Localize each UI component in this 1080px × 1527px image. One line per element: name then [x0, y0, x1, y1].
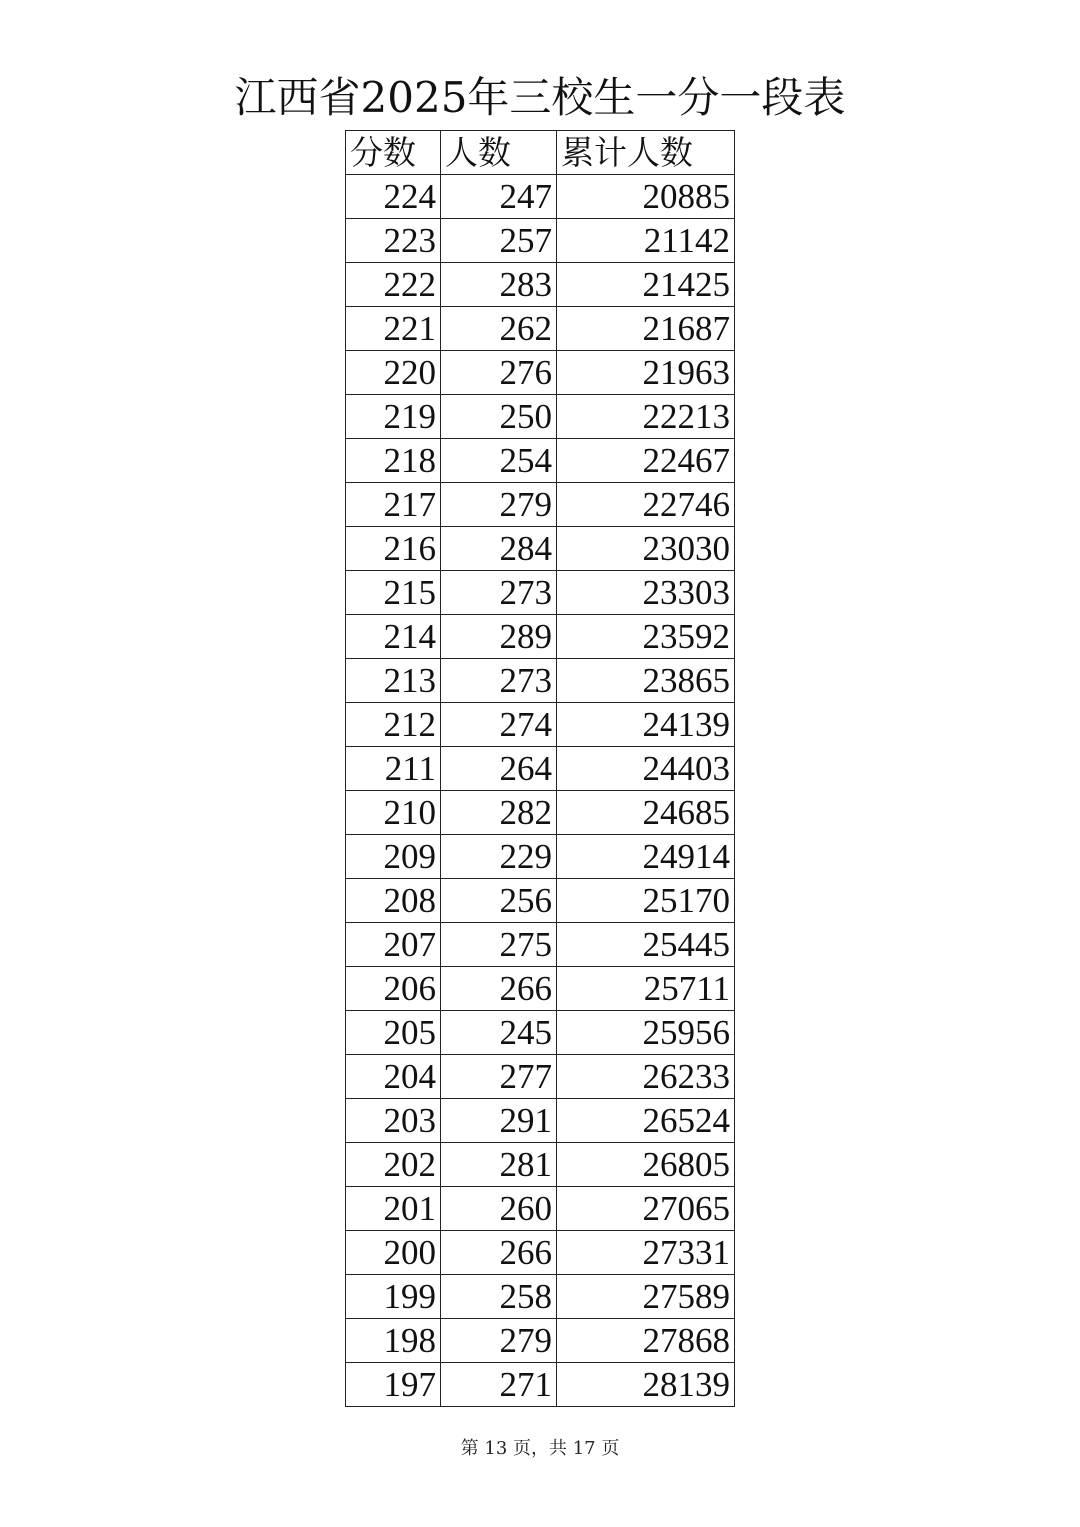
score-distribution-table: [345, 130, 735, 1407]
table-row: [346, 483, 735, 527]
cell-cumulative: 22746: [557, 483, 735, 527]
cell-score: 214: [346, 615, 441, 659]
cell-cumulative: 21142: [557, 219, 735, 263]
cell-cumulative: 27589: [557, 1275, 735, 1319]
cell-count: 245: [441, 1011, 557, 1055]
cell-cumulative: 20885: [557, 175, 735, 219]
cell-cumulative: 22213: [557, 395, 735, 439]
cell-cumulative: 21425: [557, 263, 735, 307]
table-body: [346, 175, 735, 1407]
table-row: [346, 1187, 735, 1231]
cell-cumulative: 23030: [557, 527, 735, 571]
cell-count: 277: [441, 1055, 557, 1099]
cell-count: 281: [441, 1143, 557, 1187]
table-row: [346, 1143, 735, 1187]
cell-count: 273: [441, 659, 557, 703]
cell-cumulative: 26524: [557, 1099, 735, 1143]
cell-cumulative: 25956: [557, 1011, 735, 1055]
document-title: 江西省2025年三校生一分一段表: [234, 73, 846, 122]
cell-score: 205: [346, 1011, 441, 1055]
table-row: [346, 791, 735, 835]
cell-cumulative: 27065: [557, 1187, 735, 1231]
cell-count: 275: [441, 923, 557, 967]
cell-cumulative: 23592: [557, 615, 735, 659]
cell-count: 291: [441, 1099, 557, 1143]
cell-count: 284: [441, 527, 557, 571]
cell-score: 208: [346, 879, 441, 923]
table-row: [346, 571, 735, 615]
cell-score: 197: [346, 1363, 441, 1407]
cell-count: 258: [441, 1275, 557, 1319]
cell-cumulative: 25711: [557, 967, 735, 1011]
table-row: [346, 1319, 735, 1363]
cell-cumulative: 27331: [557, 1231, 735, 1275]
cell-score: 223: [346, 219, 441, 263]
table-row: [346, 615, 735, 659]
cell-count: 289: [441, 615, 557, 659]
cell-count: 274: [441, 703, 557, 747]
cell-score: 203: [346, 1099, 441, 1143]
table-row: [346, 439, 735, 483]
table-row: [346, 1055, 735, 1099]
cell-score: 222: [346, 263, 441, 307]
cell-score: 212: [346, 703, 441, 747]
cell-count: 266: [441, 967, 557, 1011]
cell-count: 282: [441, 791, 557, 835]
cell-cumulative: 24914: [557, 835, 735, 879]
header-cumulative: 累计人数: [557, 131, 735, 175]
cell-score: 198: [346, 1319, 441, 1363]
cell-cumulative: 21687: [557, 307, 735, 351]
cell-count: 266: [441, 1231, 557, 1275]
cell-cumulative: 24403: [557, 747, 735, 791]
cell-count: 250: [441, 395, 557, 439]
table-row: [346, 923, 735, 967]
header-count: 人数: [441, 131, 557, 175]
cell-count: 262: [441, 307, 557, 351]
table-row: [346, 1099, 735, 1143]
cell-score: 224: [346, 175, 441, 219]
cell-count: 254: [441, 439, 557, 483]
cell-score: 210: [346, 791, 441, 835]
cell-cumulative: 24139: [557, 703, 735, 747]
cell-count: 273: [441, 571, 557, 615]
table-row: [346, 527, 735, 571]
table-row: [346, 1275, 735, 1319]
cell-count: 271: [441, 1363, 557, 1407]
cell-cumulative: 26805: [557, 1143, 735, 1187]
cell-count: 260: [441, 1187, 557, 1231]
cell-score: 206: [346, 967, 441, 1011]
cell-score: 221: [346, 307, 441, 351]
cell-score: 217: [346, 483, 441, 527]
cell-score: 201: [346, 1187, 441, 1231]
cell-cumulative: 23303: [557, 571, 735, 615]
cell-cumulative: 24685: [557, 791, 735, 835]
table-row: [346, 747, 735, 791]
cell-count: 276: [441, 351, 557, 395]
cell-cumulative: 21963: [557, 351, 735, 395]
table-row: [346, 967, 735, 1011]
cell-cumulative: 25170: [557, 879, 735, 923]
table-row: [346, 219, 735, 263]
cell-score: 215: [346, 571, 441, 615]
cell-cumulative: 22467: [557, 439, 735, 483]
cell-count: 264: [441, 747, 557, 791]
cell-score: 199: [346, 1275, 441, 1319]
table-row: [346, 175, 735, 219]
table-row: [346, 351, 735, 395]
table-row: [346, 395, 735, 439]
cell-cumulative: 25445: [557, 923, 735, 967]
cell-score: 204: [346, 1055, 441, 1099]
cell-score: 219: [346, 395, 441, 439]
table-row: [346, 307, 735, 351]
cell-count: 229: [441, 835, 557, 879]
header-row: [346, 131, 735, 175]
cell-cumulative: 28139: [557, 1363, 735, 1407]
table-row: [346, 263, 735, 307]
cell-score: 218: [346, 439, 441, 483]
cell-cumulative: 27868: [557, 1319, 735, 1363]
table-row: [346, 703, 735, 747]
cell-count: 256: [441, 879, 557, 923]
cell-score: 209: [346, 835, 441, 879]
cell-count: 279: [441, 483, 557, 527]
table-row: [346, 879, 735, 923]
header-score: 分数: [346, 131, 441, 175]
cell-score: 200: [346, 1231, 441, 1275]
cell-score: 220: [346, 351, 441, 395]
cell-count: 279: [441, 1319, 557, 1363]
table-row: [346, 659, 735, 703]
page-number: 第 13 页，共 17 页: [460, 1438, 620, 1459]
cell-count: 257: [441, 219, 557, 263]
table-row: [346, 1011, 735, 1055]
table-header: [346, 131, 735, 175]
cell-score: 213: [346, 659, 441, 703]
cell-count: 247: [441, 175, 557, 219]
cell-score: 207: [346, 923, 441, 967]
table-row: [346, 1231, 735, 1275]
cell-score: 216: [346, 527, 441, 571]
cell-cumulative: 26233: [557, 1055, 735, 1099]
cell-cumulative: 23865: [557, 659, 735, 703]
table-row: [346, 835, 735, 879]
cell-score: 202: [346, 1143, 441, 1187]
cell-count: 283: [441, 263, 557, 307]
table-row: [346, 1363, 735, 1407]
cell-score: 211: [346, 747, 441, 791]
